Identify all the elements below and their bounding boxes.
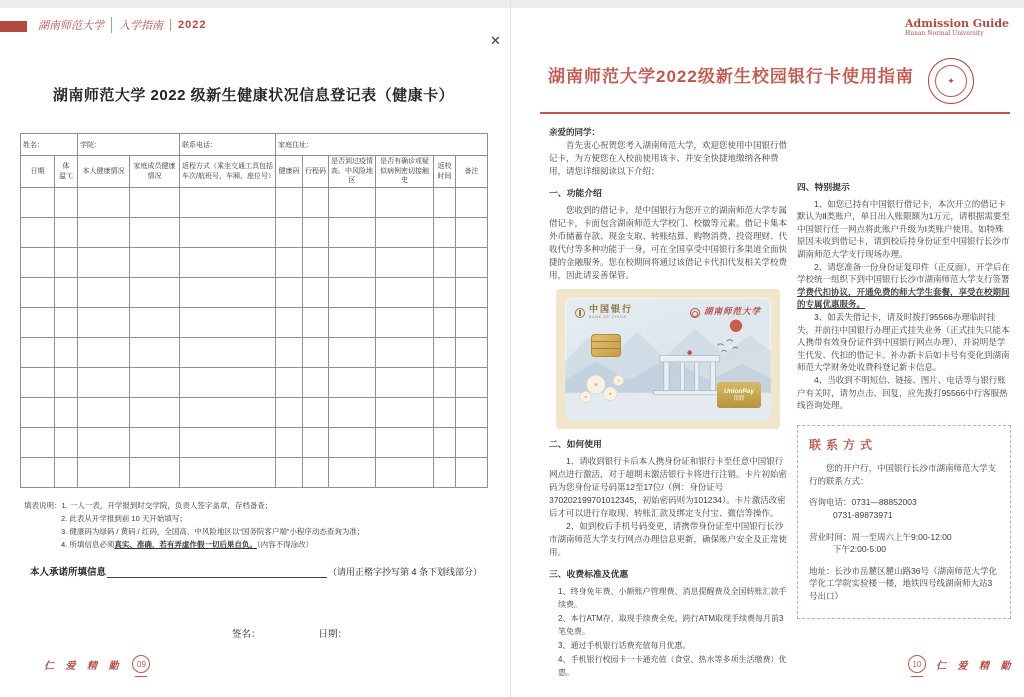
column-header-cell: 本人健康情况 [78,156,130,188]
table-row [21,368,488,398]
card-chip-icon [591,334,621,357]
right-page-left-column [549,126,790,680]
table-head-group [21,134,488,188]
empty-form-cell [130,428,180,458]
empty-form-cell [78,278,130,308]
empty-form-cell [276,458,303,488]
empty-form-cell [303,338,329,368]
empty-form-cell [456,218,488,248]
contact-phone-line-1 [809,496,999,509]
empty-form-cell [78,428,130,458]
section4-paragraph-1: 1、如您已持有中国银行借记卡，本次开立的借记卡默认为Ⅱ类账户，单日出入账限额为1万元，请根据需要至中国银行任一网点将此账户升级为Ⅰ类账户使用。如特殊原因未收到借记卡，请到校后持身份证至中国银行长沙市湖南师范大学支行现场办理。 [797,198,1010,259]
empty-form-cell [180,308,276,338]
empty-form-cell [130,338,180,368]
note-4-underlined: 真实、准确，若有弄虚作假一切后果自负。 [114,540,257,549]
empty-form-cell [21,338,55,368]
empty-form-cell [276,368,303,398]
signature-label: 签名： [232,629,261,640]
page-number-badge: 10 [908,655,926,673]
empty-form-cell [376,308,434,338]
promise-label: 本人承诺所填信息 [30,567,107,578]
table-columns-row [21,156,488,188]
empty-form-cell [180,428,276,458]
bank-name-en: BANK OF CHINA [589,315,627,319]
empty-form-cell [456,368,488,398]
empty-form-cell [78,308,130,338]
school-motto: 仁 爱 精 勤 [44,660,123,672]
empty-form-cell [55,398,78,428]
brand-guide-label: 入学指南 [111,17,170,33]
empty-form-cell [329,398,376,428]
empty-form-cell [180,248,276,278]
section4-paragraph-2-emphasis: 学费代扣协议，开通免费的师大学生套餐，享受在校期间的专属优惠服务。 [797,286,1010,310]
empty-form-cell [276,398,303,428]
table-row [21,338,488,368]
empty-form-cell [276,218,303,248]
empty-form-cell [376,338,434,368]
empty-form-cell [329,428,376,458]
empty-form-cell [180,278,276,308]
empty-form-cell [376,248,434,278]
empty-form-cell [303,308,329,338]
empty-form-cell [130,458,180,488]
empty-form-cell [303,428,329,458]
empty-form-cell [180,398,276,428]
section3-heading: 三、收费标准及优惠 [549,569,629,579]
empty-form-cell [434,398,456,428]
title-underline-rule [540,112,1010,114]
bank-of-china-icon [575,308,585,318]
empty-form-cell [55,188,78,218]
empty-form-cell [456,458,488,488]
empty-form-cell [376,278,434,308]
column-header-cell: 是否到过疫情高、中风险地区 [329,156,376,188]
empty-form-cell [456,338,488,368]
brand-bar [31,17,213,33]
empty-form-cell [78,368,130,398]
empty-form-cell [276,188,303,218]
empty-form-cell [376,458,434,488]
left-page-footer [44,655,150,673]
note-3: 3. 健康码为绿码 / 黄码 / 红码，全国高、中风险地区以“国务院客户端”小程序动态查询为准； [61,527,365,536]
empty-form-cell [276,338,303,368]
note-1: 1. 一人一表，开学报到时交学院，负责人签字盖章，存档备查； [61,501,273,510]
empty-form-cell [55,368,78,398]
empty-form-cell [376,188,434,218]
empty-form-cell [55,308,78,338]
section4-paragraph-2-text: 2、请您准备一份身份证复印件（正反面），开学后在学校统一组织下到中国银行长沙市湖南师范大学支行签署 [797,261,1010,285]
contact-intro: 您的开户行，中国银行长沙市湖南师范大学支行的联系方式： [809,463,997,486]
empty-form-cell [180,338,276,368]
column-header-cell: 返程方式（乘坐交通工具包括车次/航班号、车厢、座位号） [180,156,276,188]
contact-hours-line-1 [809,531,999,544]
section1-heading: 一、功能介绍 [549,188,602,198]
empty-form-cell [21,248,55,278]
notes-label: 填表说明： [24,501,62,510]
top-edge-strip [0,0,1024,8]
empty-form-cell [434,338,456,368]
empty-form-cell [434,428,456,458]
empty-form-cell [130,188,180,218]
section4-heading: 四、特别提示 [797,182,850,192]
info-header-cell: 联系电话： [180,134,276,156]
empty-form-cell [434,218,456,248]
column-header-cell: 是否有确诊或疑似病例密切接触史 [376,156,434,188]
column-header-cell: 家庭成员健康情况 [130,156,180,188]
table-body [21,188,488,488]
empty-form-cell [276,248,303,278]
empty-form-cell [303,218,329,248]
empty-form-cell [456,428,488,458]
empty-form-cell [376,398,434,428]
empty-form-cell [303,368,329,398]
note-4 [61,538,490,551]
empty-form-cell [276,428,303,458]
table-row [21,188,488,218]
empty-form-cell [329,218,376,248]
empty-form-cell [456,188,488,218]
phone-number-1: 0731—88852003 [851,497,917,508]
empty-form-cell [130,398,180,428]
note-2: 2. 此表从开学报到前 10 天开始填写； [61,514,187,523]
form-notes [24,499,490,551]
section1-paragraph: 您收到的借记卡，是中国银行为您开立的湖南师范大学专属借记卡，卡面包含湖南师范大学校门、校徽等元素。借记卡集本外币储蓄存款、现金支取、转账结算、购物消费、投资理财、代收代付等多种功能于一身，可在全国享受中国银行多渠道全面快捷的金融服务。您在校期间将通过该借记卡代扣代发相关学校费用，因此请妥善保管。 [549,205,788,280]
empty-form-cell [21,308,55,338]
fee-item-1: 1、终身免年费、小额账户管理费、消息提醒费及全国转账汇款手续费。 [558,587,787,609]
info-header-cell: 学院： [78,134,180,156]
page-number-badge: 09 [132,655,150,673]
brand-red-block [0,21,27,32]
empty-form-cell [55,248,78,278]
empty-form-cell [130,368,180,398]
section2-paragraph-2: 2、如到校后手机号码变更，请携带身份证至中国银行长沙市湖南师范大学支行网点办理信息更新，确保账户安全及正常使用。 [549,521,788,557]
health-form-table [20,133,488,488]
empty-form-cell [303,278,329,308]
empty-form-cell [303,248,329,278]
column-header-cell: 行程码 [303,156,329,188]
table-row [21,398,488,428]
empty-form-cell [21,428,55,458]
column-header-cell: 备注 [456,156,488,188]
empty-form-cell [376,218,434,248]
empty-form-cell [376,368,434,398]
unionpay-cn-label: 银联 [733,395,745,402]
empty-form-cell [456,248,488,278]
section4-paragraph-2 [797,261,1011,311]
card-university-name: 湖南师范大学 [703,307,761,317]
empty-form-cell [21,368,55,398]
empty-form-cell [376,428,434,458]
empty-form-cell [303,458,329,488]
empty-form-cell [329,188,376,218]
empty-form-cell [78,248,130,278]
table-row [21,218,488,248]
empty-form-cell [276,308,303,338]
empty-form-cell [434,308,456,338]
empty-form-cell [78,338,130,368]
empty-form-cell [78,218,130,248]
right-page-footer [908,655,1014,673]
fee-item-2: 2、本行ATM存、取现手续费全免，跨行ATM取现手续费每月前3笔免费。 [558,614,784,636]
section4-paragraph-4: 4、当收到不明短信、链接、图片、电话等与银行账户有关时，请勿点击、回复，应先拨打95566中行客服热线咨询处理。 [797,374,1008,411]
column-header-cell: 体温℃ [55,156,78,188]
empty-form-cell [78,188,130,218]
empty-form-cell [434,458,456,488]
empty-form-cell [434,278,456,308]
info-header-cell: 家庭住址： [276,134,488,156]
hours-value-1: 周一至周六上午9:00-12:00 [851,531,952,542]
contact-address: 地址：长沙市岳麓区麓山路36号（湖南师范大学化学化工学院实验楼一楼，地铁四号线湖南师大站3号出口） [809,565,997,602]
empty-form-cell [21,398,55,428]
fee-item-4: 4、手机银行校园卡一卡通充值（食堂、热水等多项生活缴费）优惠。 [558,655,787,677]
empty-form-cell [180,218,276,248]
intro-paragraph: 首先衷心祝贺您考入湖南师范大学，欢迎您使用中国银行借记卡，为方便您在入校前使用该卡、并安全快捷地缴纳各种费用，请您详细阅读以下介绍： [549,140,788,176]
empty-form-cell [329,248,376,278]
contact-phone-line-2: 0731-89873971 [833,510,893,521]
empty-form-cell [329,338,376,368]
note-4-prefix: 4. 所填信息必须 [61,540,115,549]
empty-form-cell [130,248,180,278]
right-page-right-column [797,126,1011,619]
empty-form-cell [303,398,329,428]
empty-form-cell [78,398,130,428]
empty-form-cell [130,278,180,308]
empty-form-cell [434,188,456,218]
empty-form-cell [21,188,55,218]
contact-title: 联系方式 [809,437,878,452]
empty-form-cell [55,278,78,308]
empty-form-cell [180,458,276,488]
empty-form-cell [329,458,376,488]
empty-form-cell [303,188,329,218]
empty-form-cell [434,248,456,278]
empty-form-cell [55,428,78,458]
date-label: 日期： [318,629,348,640]
table-row [21,458,488,488]
corner-caption [905,17,1009,37]
table-row [21,308,488,338]
health-form-title: 湖南师范大学 2022 级新生健康状况信息登记表（健康卡） [52,87,455,104]
card-university-logo [690,306,761,319]
empty-form-cell [180,368,276,398]
empty-form-cell [276,278,303,308]
empty-form-cell [21,458,55,488]
promise-blank-line [107,567,327,578]
bank-card-image [556,289,780,429]
info-header-cell: 姓名： [21,134,78,156]
column-header-cell: 返校时间 [434,156,456,188]
empty-form-cell [456,308,488,338]
empty-form-cell [456,278,488,308]
contact-hours-line-2: 下午2:00-5:00 [833,544,886,555]
university-name-en: Hunan Normal University [905,30,984,38]
note-4-suffix: （内容不得涂改） [256,540,314,549]
promise-hint: （请用正楷字抄写第 4 条下划线部分） [327,567,482,577]
university-seal-icon: ✦ [928,58,974,104]
table-row [21,428,488,458]
bank-of-china-logo [575,306,633,320]
brand-year: 2022 [170,19,213,31]
unionpay-logo [717,382,761,408]
section2-heading: 二、如何使用 [549,439,602,449]
table-info-row [21,134,488,156]
brand-university-name: 湖南师范大学 [38,19,104,32]
close-icon[interactable]: ✕ [490,33,501,48]
page-divider [510,0,511,697]
empty-form-cell [130,308,180,338]
empty-form-cell [21,218,55,248]
hours-label: 营业时间： [809,531,852,542]
empty-form-cell [329,368,376,398]
empty-form-cell [55,338,78,368]
admission-guide-label: Admission Guide [905,17,1010,30]
empty-form-cell [130,218,180,248]
empty-form-cell [329,308,376,338]
phone-label: 咨询电话： [809,497,852,508]
empty-form-cell [329,278,376,308]
contact-box [797,425,1011,619]
school-motto: 仁 爱 精 勤 [936,660,1015,672]
university-emblem-icon [690,308,700,318]
column-header-cell: 日期 [21,156,55,188]
unionpay-label: UnionPay [724,387,754,395]
signature-row [232,626,347,640]
bank-name: 中国银行 [589,305,634,315]
section4-paragraph-3: 3、如丢失借记卡，请及时拨打95566办理临时挂失，并前往中国银行办理正式挂失业务（正式挂失只能本人携带有效身份证件到中国银行网点办理），并说明是学生代发、代扣的借记卡。补办新卡后如卡号有变化到湖南师范大学财务处收费科登记新卡信息。 [797,311,1010,373]
bank-card-guide-title: 湖南师范大学2022级新生校园银行卡使用指南 [548,67,914,86]
empty-form-cell [434,368,456,398]
column-header-cell: 健康码 [276,156,303,188]
promise-line [30,564,482,578]
empty-form-cell [55,458,78,488]
empty-form-cell [180,188,276,218]
section2-paragraph-1: 1、请收到银行卡后本人携身份证和银行卡至任意中国银行网点进行激活，对于超期未激活银行卡将进行注销。卡片初始密码为您身份证号码第12至17位/（例：身份证号370202199701012345，初始密码则为101234）。卡片激活改密后才可以进行存取现、转账汇款及绑定支付宝、微信等操作。 [549,456,788,518]
table-row [21,278,488,308]
empty-form-cell [21,278,55,308]
empty-form-cell [456,398,488,428]
fee-item-3: 3、通过手机银行话费充值每月优惠。 [558,641,691,650]
greeting: 亲爱的同学： [549,127,601,137]
empty-form-cell [78,458,130,488]
empty-form-cell [55,218,78,248]
table-row [21,248,488,278]
